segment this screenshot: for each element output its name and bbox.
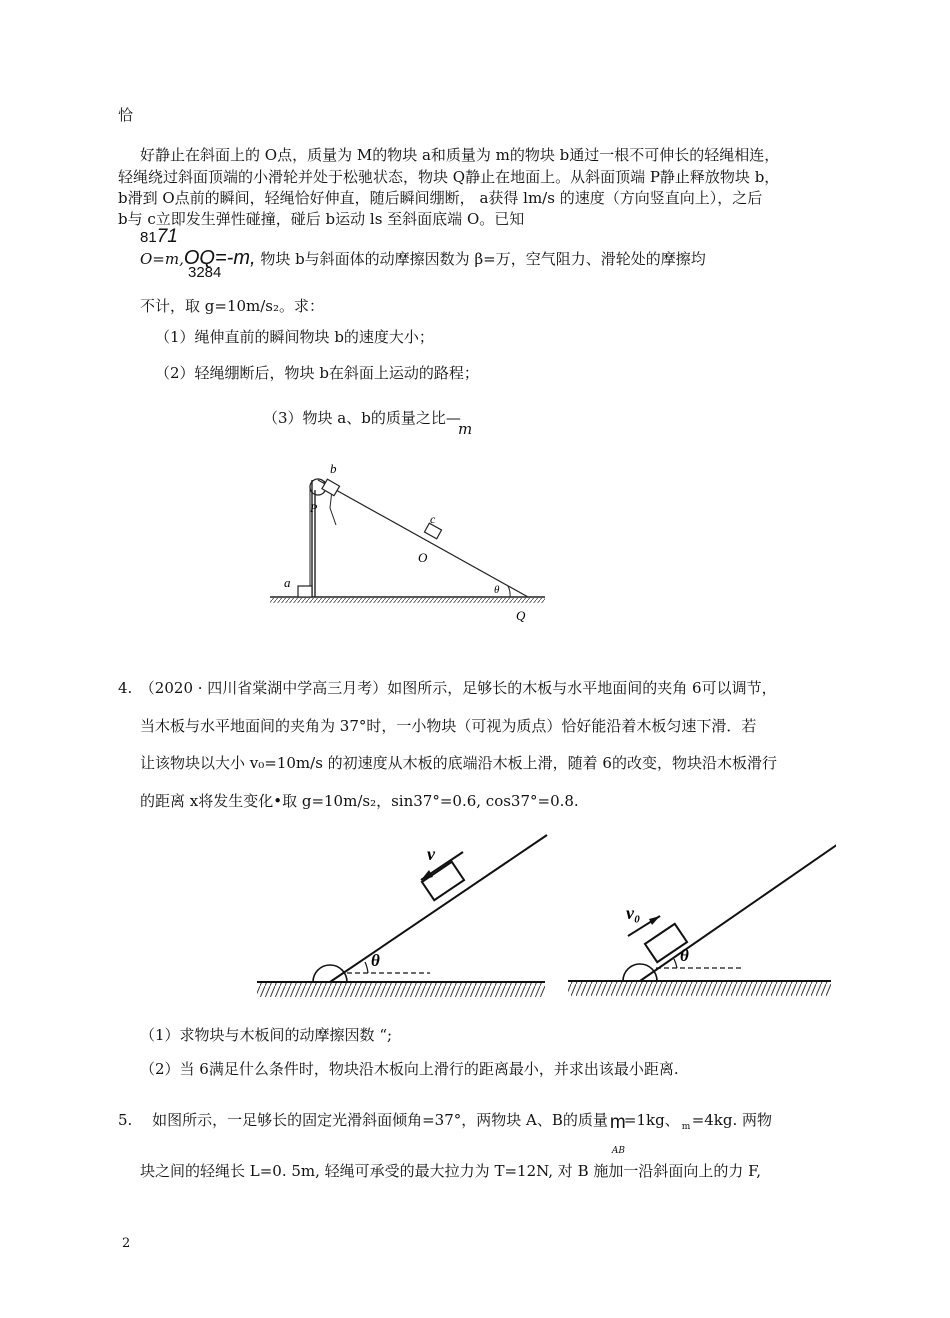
fraction-numerator: 8171	[140, 226, 178, 247]
problem4-question-1: （1）求物块与木板间的动摩擦因数 “;	[140, 1026, 393, 1044]
label-Q: Q	[516, 608, 526, 623]
problem3-question-2: （2）轻绳绷断后，物块 b在斜面上运动的路程；	[155, 364, 479, 382]
label-P: P	[310, 501, 318, 515]
problem3-line-4: b与 c立即发生弹性碰撞，碰后 b运动 ls 至斜面底端 O。已知	[118, 210, 525, 228]
problem5-line-1: 5. 如图所示，一足够长的固定光滑斜面倾角=37°，两物块 A、B的质量 m AB =1kg、 m =4kg. 两物	[118, 1111, 773, 1156]
problem3-line-1: 好静止在斜面上的 O点，质量为 M的物块 a和质量为 m的物块 b通过一根不可伸长的轻绳相连，	[140, 146, 780, 164]
problem3-ignore-line: 不计，取 g=10m/s₂。求：	[140, 297, 325, 315]
problem3-heading: 恰	[118, 106, 134, 124]
label-v0: v₀	[626, 903, 641, 923]
label-theta-left: θ	[371, 951, 380, 970]
label-O: O	[418, 550, 428, 565]
problem4-question-2: （2）当 6满足什么条件时，物块沿木板向上滑行的距离最小，并求出该最小距离.	[140, 1060, 679, 1078]
board-figure-right	[566, 828, 836, 1003]
problem5-line-2: 块之间的轻绳长 L=0. 5m, 轻绳可承受的最大拉力为 T=12N, 对 B 施加一沿斜面向上的力 F,	[140, 1162, 761, 1180]
problem3-line-3: b滑到 O点前的瞬间，轻绳恰好伸直，随后瞬间绷断， a获得 lm/s 的速度（方向竖直向上），之后	[118, 189, 763, 207]
problem4-line-2: 当木板与水平地面间的夹角为 37°时，一小物块（可视为质点）恰好能沿着木板匀速下滑．若	[140, 717, 757, 735]
label-a: a	[284, 575, 291, 590]
incline-pulley-figure	[260, 450, 560, 628]
problem3-line-2: 轻绳绕过斜面顶端的小滑轮并处于松驰状态，物块 Q静止在地面上。从斜面顶端 P静止释放物块 b，	[118, 168, 780, 186]
fraction-denominator: 3284	[188, 264, 222, 281]
problem4-line-4: 的距离 x将发生变化•取 g=10m/s₂，sin37°=0.6, cos37°=0.8.	[140, 792, 579, 810]
problem3-formula-line: O=m,OQ=-m, 物块 b与斜面体的动摩擦因数为 β=万，空气阻力、滑轮处的摩擦均	[140, 247, 706, 269]
problem3-question-3-sub: m	[458, 420, 473, 438]
label-theta: θ	[494, 584, 500, 596]
problem4-line-3: 让该物块以大小 v₀=10m/s 的初速度从木板的底端沿木板上滑，随着 6的改变，物块沿木板滑行	[140, 754, 777, 772]
label-b: b	[330, 461, 337, 476]
page-number: 2	[122, 1236, 131, 1251]
board-figure-left	[255, 830, 555, 1005]
label-v: v	[427, 844, 435, 864]
problem3-question-3: （3）物块 a、b的质量之比—	[263, 409, 461, 427]
problem3-question-1: （1）绳伸直前的瞬间物块 b的速度大小；	[155, 328, 434, 346]
label-c: c	[430, 512, 436, 526]
problem4-line-1: 4. （2020 · 四川省棠湖中学高三月考）如图所示，足够长的木板与水平地面间的夹角 6可以调节，	[118, 679, 777, 697]
label-theta-right: θ	[680, 946, 689, 965]
